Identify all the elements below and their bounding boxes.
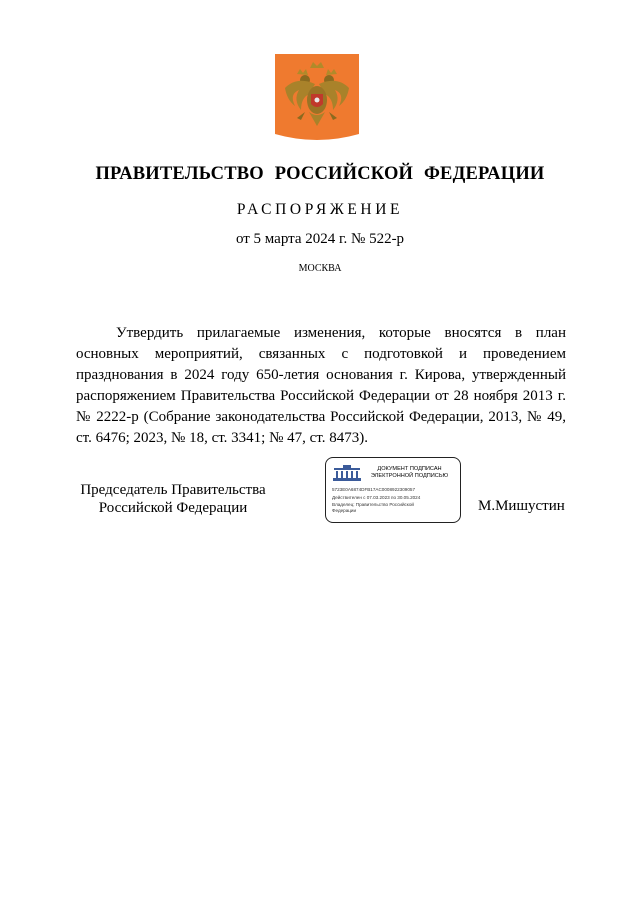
stamp-certificate: 5723E0A6874DFB17AC0008922309057 xyxy=(332,487,416,492)
stamp-heading-line-1: ДОКУМЕНТ ПОДПИСАН xyxy=(377,466,442,472)
stamp-validity: Действителен с 07.03.2023 по 30.05.2024 xyxy=(332,495,421,500)
signer-position-line-1: Председатель Правительства xyxy=(80,482,266,498)
body-paragraph: Утвердить прилагаемые изменения, которые вносятся в план основных мероприятий, связанных с подготовкой и проведением празднования в 2024 году 650-летия основания г. Кирова, утвержденный распоряжением Правительства Российской Федерации от 28 ноября 2013 г. № 2222-р (Собрание законодательства Российской Федерации, 2013, № 49, ст. 6476; 2023, № 18, ст. 3341; № 47, ст. 8473). xyxy=(76,325,566,446)
electronic-signature-stamp xyxy=(325,457,461,523)
coat-of-arms-icon xyxy=(275,54,359,142)
document-date-number: от 5 марта 2024 г. № 522-р xyxy=(235,231,405,247)
signer-position xyxy=(76,481,270,517)
russian-coat-of-arms-icon xyxy=(275,54,359,142)
stamp-heading xyxy=(362,466,457,480)
signer-name: М.Мишустин xyxy=(478,498,565,514)
document-body xyxy=(76,323,566,449)
document-title: ПРАВИТЕЛЬСТВО РОССИЙСКОЙ ФЕДЕРАЦИИ xyxy=(95,164,545,184)
stamp-owner: Владелец: Правительство Российской Федерации xyxy=(332,502,414,513)
document-city: МОСКВА xyxy=(298,263,342,274)
signer-position-line-2: Российской Федерации xyxy=(98,500,248,516)
stamp-heading-line-2: ЭЛЕКТРОННОЙ ПОДПИСЬЮ xyxy=(370,473,449,479)
document-type: РАСПОРЯЖЕНИЕ xyxy=(236,201,404,218)
digital-signature-icon xyxy=(332,464,362,482)
